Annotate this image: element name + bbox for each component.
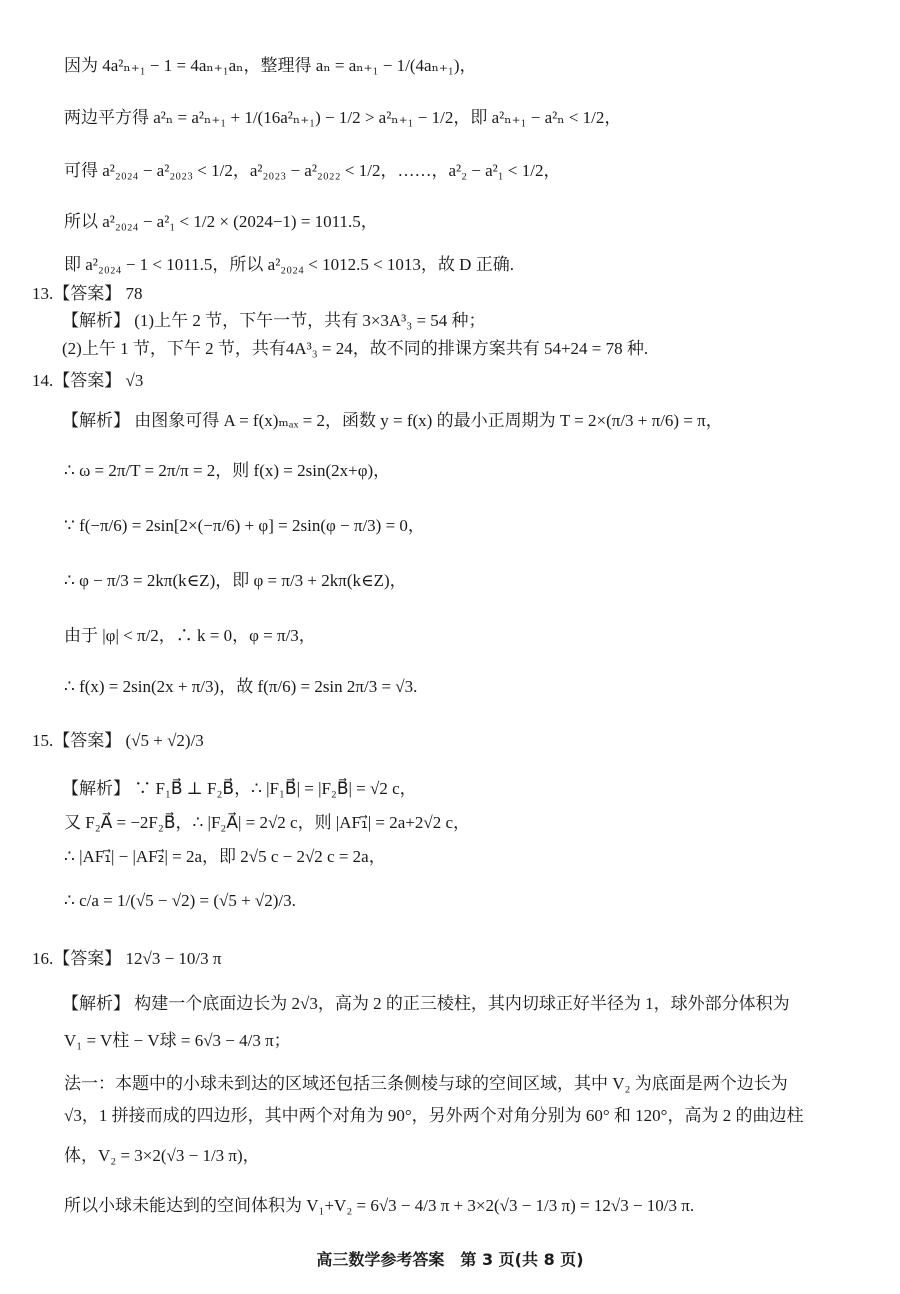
text-line: 又 F₂A⃗ = −2F₂B⃗，∴ |F₂A⃗| = 2√2 c，则 |AF₁⃗| = 2a+2√2 c， [64,813,471,832]
text-line: 体，V₂ = 3×2(√3 − 1/3 π)， [64,1146,260,1165]
text-line: 因为 4a²ₙ₊₁ − 1 = 4aₙ₊₁aₙ，整理得 aₙ = aₙ₊₁ − 1/(4aₙ₊₁)， [64,56,477,75]
analysis-line: 【解析】 ∵ F₁B⃗ ⊥ F₂B⃗，∴ |F₁B⃗| = |F₂B⃗| = √2 c， [62,779,417,798]
text-line: 所以 a²₂₀₂₄ − a²₁ < 1/2 × (2024−1) = 1011.5， [64,212,378,231]
text-line: ∴ φ − π/3 = 2kπ(k∈Z)，即 φ = π/3 + 2kπ(k∈Z)， [64,571,407,590]
page-footer: 高三数学参考答案 第 3 页(共 8 页) [316,1250,584,1269]
text-line: ∴ f(x) = 2sin(2x + π/3)，故 f(π/6) = 2sin 2π/3 = √3. [64,677,418,696]
text-line: 两边平方得 a²ₙ = a²ₙ₊₁ + 1/(16a²ₙ₊₁) − 1/2 > a²ₙ₊₁ − 1/2，即 a²ₙ₊₁ − a²ₙ < 1/2， [64,108,622,127]
answer-line-13: 13.【答案】 78 [32,284,143,303]
text-line: 可得 a²₂₀₂₄ − a²₂₀₂₃ < 1/2，a²₂₀₂₃ − a²₂₀₂₂ < 1/2，……，a²₂ − a²₁ < 1/2， [64,161,561,180]
answer-line-14: 14.【答案】 √3 [32,371,144,390]
analysis-line: 【解析】 (1)上午 2 节，下午一节，共有 3×3A³₃ = 54 种； [62,311,486,330]
text-line: 法一：本题中的小球未到达的区域还包括三条侧棱与球的空间区域，其中 V₂ 为底面是两个边长为 [64,1074,788,1093]
text-line: 由于 |φ| < π/2，∴ k = 0，φ = π/3， [64,626,316,645]
text-line: (2)上午 1 节，下午 2 节，共有4A³₃ = 24，故不同的排课方案共有 54+24 = 78 种. [62,339,649,358]
text-line: ∴ c/a = 1/(√5 − √2) = (√5 + √2)/3. [64,891,296,910]
analysis-line: 【解析】 构建一个底面边长为 2√3，高为 2 的正三棱柱，其内切球正好半径为 1，球外部分体积为 [62,994,790,1013]
text-line: 所以小球未能达到的空间体积为 V₁+V₂ = 6√3 − 4/3 π + 3×2(√3 − 1/3 π) = 12√3 − 10/3 π. [64,1196,695,1215]
answer-line-16: 16.【答案】 12√3 − 10/3 π [32,949,222,968]
text-line: ∴ |AF₁⃗| − |AF₂⃗| = 2a，即 2√5 c − 2√2 c = 2a， [64,847,386,866]
text-line: 即 a²₂₀₂₄ − 1 < 1011.5，所以 a²₂₀₂₄ < 1012.5 < 1013，故 D 正确. [64,255,514,274]
text-line: √3，1 拼接而成的四边形，其中两个对角为 90°，另外两个对角分别为 60° 和 120°，高为 2 的曲边柱 [64,1106,804,1125]
text-line: ∴ ω = 2π/T = 2π/π = 2，则 f(x) = 2sin(2x+φ)， [64,461,391,480]
answer-line-15: 15.【答案】 (√5 + √2)/3 [32,731,204,750]
text-line: ∵ f(−π/6) = 2sin[2×(−π/6) + φ] = 2sin(φ − π/3) = 0， [64,516,425,535]
analysis-line: 【解析】 由图象可得 A = f(x)ₘₐₓ = 2，函数 y = f(x) 的最小正周期为 T = 2×(π/3 + π/6) = π， [62,411,723,430]
text-line: V₁ = V柱 − V球 = 6√3 − 4/3 π； [64,1031,291,1050]
